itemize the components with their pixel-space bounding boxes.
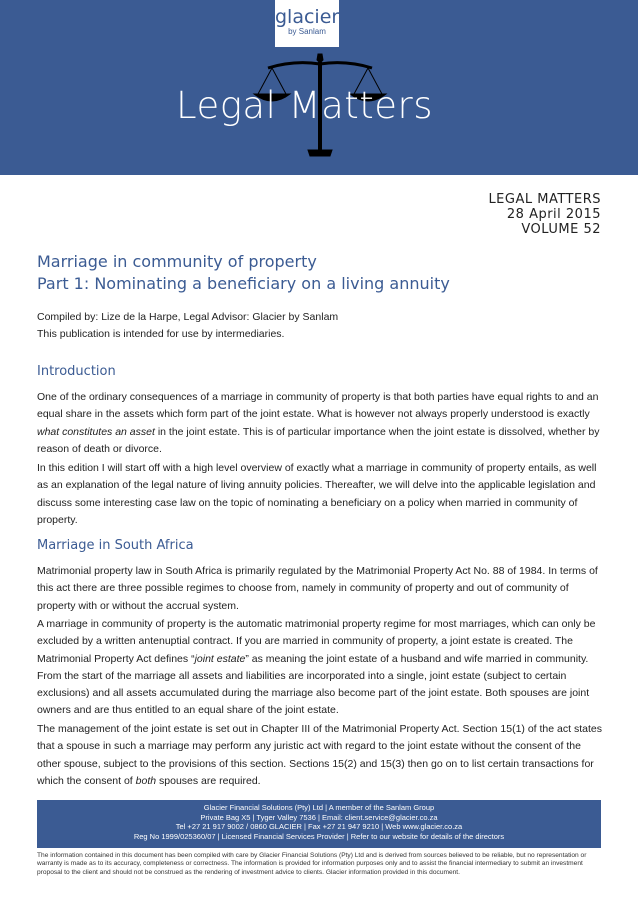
footer-disclaimer: The information contained in this document has been compiled with care by Glacier Financial Solutions (Pty) Ltd and is derived from sources believed to be reliable, but no representation or warranty is made as to its accuracy, completeness or correctness. The information is provided for information purposes only and to assist the financial intermediary to submit an investment proposal to the client and should not be construed as the rendering of investment advice to clients. Glacier information provided in this document. <box>37 852 587 876</box>
title-line-1: Marriage in community of property <box>37 252 317 271</box>
meta-series: LEGAL MATTERS <box>488 192 601 207</box>
title-line-2: Part 1: Nominating a beneficiary on a living annuity <box>37 274 450 293</box>
logo-sub: by Sanlam <box>288 27 326 36</box>
document-title <box>37 251 617 295</box>
introduction-paragraph-1: One of the ordinary consequences of a marriage in community of property is that both parties have equal rights to and an equal share in the assets which form part of the joint estate. What is however not always properly understood is exactly what constitutes an asset in the joint estate. This is of particular importance when the joint estate is dissolved, whether by reason of death or divorce. <box>37 391 600 455</box>
introduction-paragraph-2: In this edition I will start off with a high level overview of exactly what a marriage in community of property entails, as well as an explanation of the legal nature of living annuity policies. Thereafter, we will delve into the applicable legislation and discuss some interesting case law on the topic of nominating a beneficiary on a policy when married in community of property. <box>37 462 597 526</box>
marriage-paragraph-2: A marriage in community of property is the automatic matrimonial property regime for most marriages, which can only be excluded by a written antenuptial contract. If you are married in community of property, a joint estate is created. The Matrimonial Property Act defines “joint estate” as meaning the joint estate of a husband and wife married in community. From the start of the marriage all assets and liabilities are incorporated into a single, joint estate (subject to certain exclusions) and all assets accumulated during the marriage also become part of the joint estate. Both spouses are joint owners and are thus entitled to an equal share of the joint estate. <box>37 618 596 717</box>
footer-contact-bar <box>37 800 601 848</box>
footer-company: Glacier Financial Solutions (Pty) Ltd | A member of the Sanlam Group <box>203 803 435 812</box>
footer-contact: Tel +27 21 917 9002 / 0860 GLACIER | Fax +27 21 947 9210 | Web www.glacier.co.za <box>175 822 463 831</box>
header-banner <box>0 0 638 175</box>
glacier-logo[interactable] <box>275 0 339 47</box>
meta-volume: VOLUME 52 <box>521 222 601 237</box>
logo-name: glacier <box>275 6 340 28</box>
publication-meta <box>488 192 601 237</box>
marriage-heading: Marriage in South Africa <box>37 538 194 553</box>
meta-date: 28 April 2015 <box>506 207 601 222</box>
compiled-by: Compiled by: Lize de la Harpe, Legal Advisor: Glacier by Sanlam <box>37 311 339 323</box>
footer-registration: Reg No 1999/025360/07 | Licensed Financial Services Provider | Refer to our website for details of the directors <box>133 831 505 841</box>
marriage-paragraph-3: The management of the joint estate is set out in Chapter III of the Matrimonial Property Act. Section 15(1) of the act states that a spouse in such a marriage may perform any juristic act with regard to the joint estate without the consent of the other spouse, subject to the provisions of this section. Sections 15(2) and 15(3) then go on to list certain transactions for which the consent of both spouses are required. <box>37 723 602 787</box>
introduction-heading: Introduction <box>37 364 116 379</box>
marriage-paragraph-1: Matrimonial property law in South Africa is primarily regulated by the Matrimonial Property Act No. 88 of 1984. In terms of this act there are three possible regimes to choose from, namely in community of property and out of community of property with or without the accrual system. <box>37 565 598 612</box>
footer-address: Private Bag X5 | Tyger Valley 7536 | Email: client.service@glacier.co.za <box>200 812 438 822</box>
audience-note: This publication is intended for use by intermediaries. <box>37 328 285 340</box>
banner-title: Legal Matters <box>176 84 434 127</box>
